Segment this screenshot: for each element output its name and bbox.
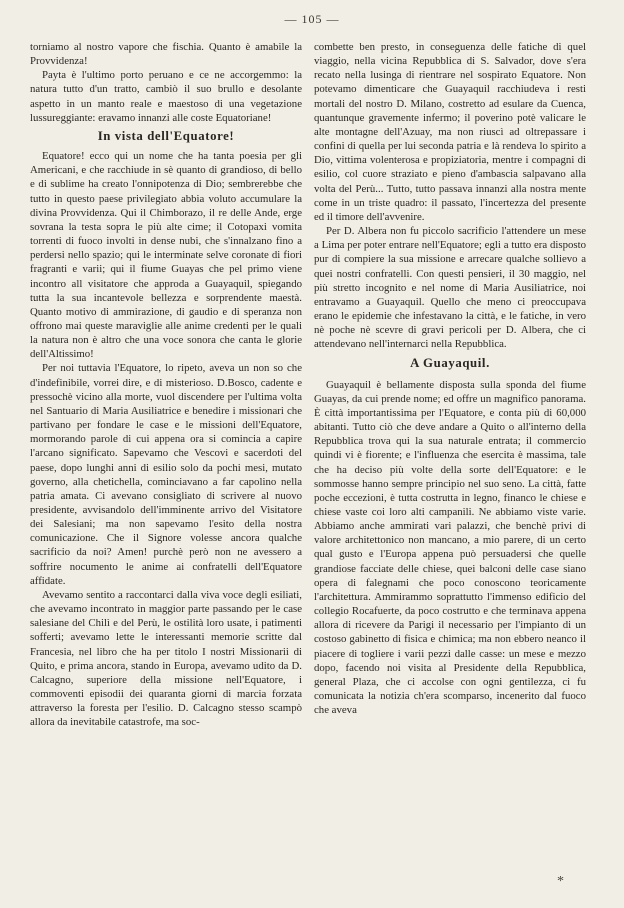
paragraph: Per noi tuttavia l'Equatore, lo ripeto, aveva un non so che d'indefinibile, vorrei dire, e di misterioso. D.Bosco, cadente e pressochè vicino alla morte, vuol discendere per l'ultima volta nel Santuario di Maria Ausiliatrice e benedire i missionari che partivano per fondare le case e le missioni dell'Equatore, mormorando parole di cui appena ora si comincia a capire l'arcano significato. Sapevamo che Vescovi e sacerdoti del paese, dopo lunghi anni di esilio solo da pochi mesi, mutato governo, alla chetichella, cominciavano a far capolino nella patria amata. Ci avevano consigliato di scrivere al nuovo presidente, avvisandolo dell'imminente arrivo del Visitatore dei Salesiani; ma non sapevamo l'esito della nostra comunicazione. Che il Signore volesse ancora qualche sacrificio da noi? Amen! purchè però non ne avessero a soffrire nocumento le anime ai confratelli dell'Equatore affidate. [30, 362, 302, 587]
paragraph: Equatore! ecco qui un nome che ha tanta poesia per gli Americani, e che racchiude in sè quanto di grandioso, di bello e di sublime ha creato l'onnipotenza di Dio; sembrerebbe che tutto in questo paese privilegiato abbia voluto accumulare la divina Provvidenza. Qui il Chimborazo, il re delle Ande, erge sovrana la testa sopra le più alte cime; il Cotopaxi vomita torrenti di fuoco involti in dense nubi, che s'innalzano fino a perdersi nello spazio; qui le interminate selve coronate di fiori fragranti e varii; qui il fiume Guayas che pel primo viene incontro all visitatore che approda a Guayaquil, spiegando tutta la sua incantevole bellezza e sorprendente maestà. Quanto motivo di ammirazione, di gaudio e di speranza non offrono mai queste maraviglie alle anime credenti per le quali la natura non è altro che una voce sonora che canta le glorie dell'Altissimo! [30, 150, 302, 361]
paragraph: combette ben presto, in conseguenza delle fatiche di quel viaggio, nella vicina Repubblica di S. Salvador, dove s'era recato nella lusinga di rientrare nel sospirato Equatore. Non potevamo dimenticare che Guayaquil racchiudeva i resti mortali del nostro D. Milano, costretto ad esulare da Cuenca, quantunque gravemente infermo; il poverino potè valicare le alte montagne dell'Azuay, ma non riuscì ad oltrepassare i confini di quella per lui seconda patria e là rendeva lo spirito a Dio, vittima volenterosa e propiziatoria, mentre i compagni di esilio, col cuore straziato e pieno d'ambascia salpavano alla volta del Perù... Tutto, tutto passava innanzi alla nostra mente come in un triste quadro: il passato, l'incertezza del presente ed il timore dell'avvenire. [314, 41, 586, 223]
left-column [30, 40, 302, 730]
paragraph: Avevamo sentito a raccontarci dalla viva voce degli esiliati, che avevamo incontrato in maggior parte passando per le case salesiane del Chilì e del Perù, le ostilità loro usate, i patimenti sofferti; avevamo lette le interessanti memorie scritte dal Francesia, nel libro che ha per titolo I nostri Missionarii di Quito, e prima ancora, stando in Europa, avevamo udito da D. Calcagno, superiore della missione nell'Equatore, i commoventi episodii dei quaranta giorni di marcia forzata attraverso la foresta per l'esilio. D. Calcagno stesso scampò allora da inevitabile catastrofe, ma soc- [30, 588, 302, 729]
signature-mark: * [557, 874, 564, 889]
section-heading: A Guayaquil. [410, 356, 490, 371]
page-number: — 105 — [284, 12, 340, 26]
paragraph: torniamo al nostro vapore che fischia. Quanto è amabile la Provvidenza! [30, 41, 302, 68]
paragraph: Per D. Albera non fu piccolo sacrificio l'attendere un mese a Lima per poter entrare nell'Equatore; egli a tutto era disposto pur di compiere la sua missione e arrecare qualche sollievo a quei nostri confratelli. Con questi pensieri, il 30 maggio, nel più stretto incognito e nel nome di Maria Ausiliatrice, noi entravamo a Guayaquil. Quello che meno ci preoccupava erano le epidemie che infestavano la città, e le fatiche, in vero nè poche nè scevre di gravi pericoli per D. Albera, che ci attendevano nell'internarci nella Repubblica. [314, 225, 586, 351]
section-heading: In vista dell'Equatore! [97, 128, 235, 143]
paragraph: Guayaquil è bellamente disposta sulla sponda del fiume Guayas, da cui prende nome; ed offre un magnifico panorama. È città importantissima per l'Equatore, e conta più di 60,000 abitanti. Tutto ciò che deve andare a Quito o all'interno della Repubblica trova qui la sua naturale entrata; il commercio quindi vi è fiorente; e l'influenza che esercita è massima, tale che ha deciso più volte della sorte dell'Equatore: e le sommosse hanno sempre principio nel suo seno. La città, fatte poche eccezioni, è tutta costrutta in legno, financo le chiese e chiese vaste coi loro alti campanili. Ne abbiamo viste varie. Abbiamo anche ammirati vari palazzi, che benchè privi di valore architettonico non mancano, a mio parere, di un certo qual gusto e l'Europa appena può persuadersi che quelle grandiose facciate delle chiese, quei balconi delle case siano opera di falegnami che poco conoscono teoricamente l'architettura. Ammirammo soprattutto l'immenso edificio del collegio Rocafuerte, da poco costrutto e che terminava appena allora di ricevere da Parigi il necessario per l'impianto di un costoso gabinetto di fisica e chimica; ma non ebbero neanco il piacere di togliere i varii pezzi dalle casse: un mese e mezzo dopo, facendo noi visita al Presidente della Repubblica, general Plaza, che ci accolse con ogni gentilezza, ci fu comunicata la notizia ch'era scomparso, incenerito dal fuoco che aveva [314, 378, 586, 717]
right-column [314, 40, 586, 717]
paragraph: Payta è l'ultimo porto peruano e ce ne accorgemmo: la natura tutto d'un tratto, cambiò il suo brullo e desolante aspetto in un manto reale e maestoso di una vegetazione lussureggiante: eravamo innanzi alle coste Equatoriane! [30, 69, 302, 124]
